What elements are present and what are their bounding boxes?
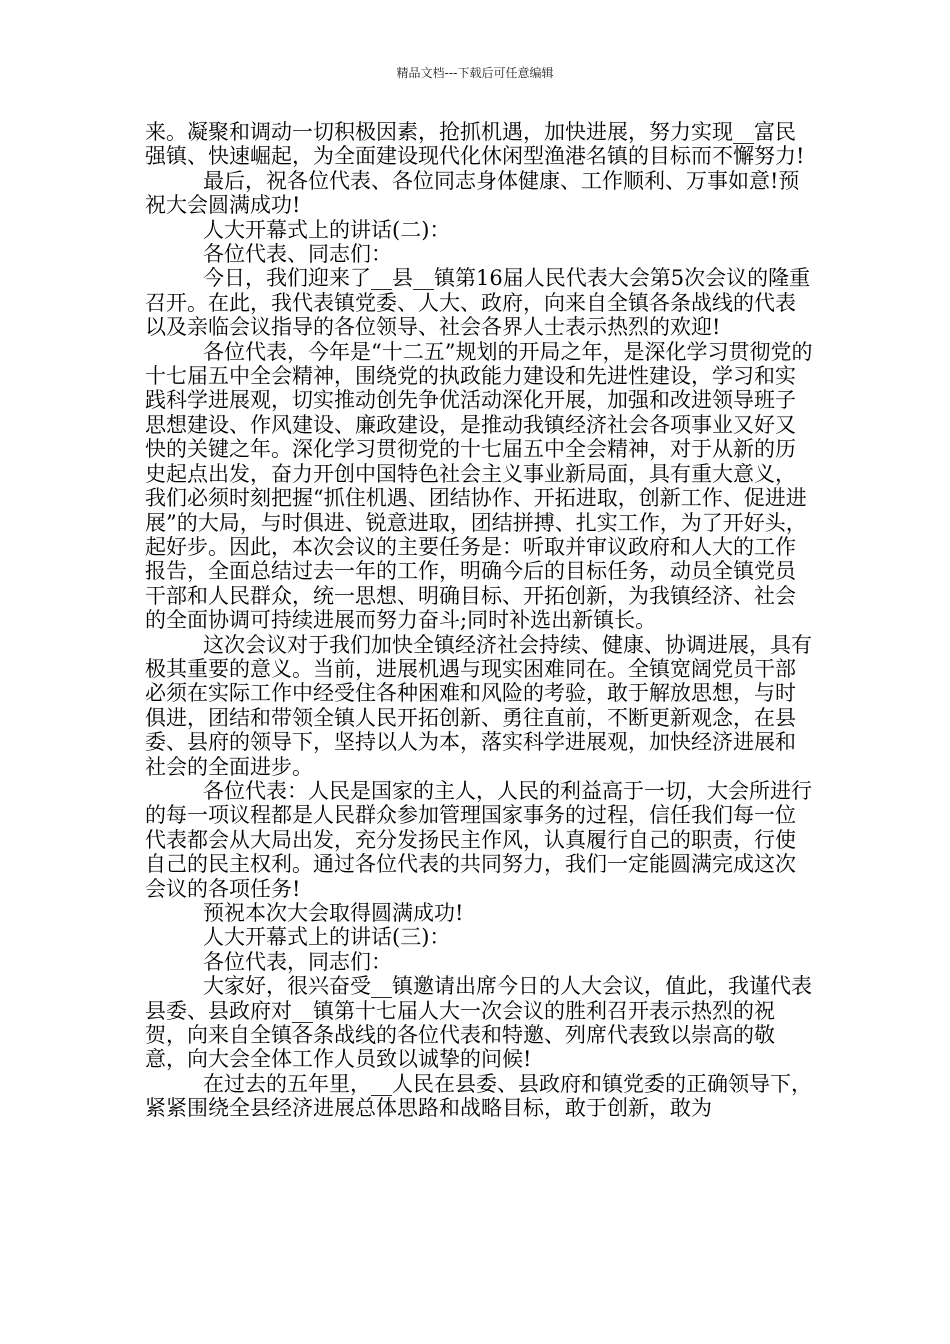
paragraph: 在过去的五年里，__人民在县委、县政府和镇党委的正确领导下，紧紧围绕全县经济进展总体思路和战略目标，敢于创新，敢为	[145, 1071, 812, 1121]
paragraph: 这次会议对于我们加快全镇经济社会持续、健康、协调进展，具有极其重要的意义。当前，进展机遇与现实困难同在。全镇宽阔党员干部必须在实际工作中经受住各种困难和风险的考验，敢于解放思想，与时俱进，团结和带领全镇人民开拓创新、勇往直前，不断更新观念，在县委、县府的领导下，坚持以人为本，落实科学进展观，加快经济进展和社会的全面进步。	[145, 632, 812, 779]
salutation: 各位代表，同志们：	[203, 949, 392, 974]
paragraph: 最后，祝各位代表、各位同志身体健康、工作顺利、万事如意!预祝大会圆满成功!	[145, 168, 800, 218]
paragraph: 来。凝聚和调动一切积极因素，抢抓机遇，加快进展，努力实现__富民强镇、快速崛起，为全面建设现代化休闲型渔港名镇的目标而不懈努力!	[145, 120, 805, 169]
paragraph: 预祝本次大会取得圆满成功!	[203, 901, 464, 925]
document-body	[145, 120, 815, 1121]
section-heading: 人大开幕式上的讲话(三)：	[203, 925, 451, 950]
paragraph: 各位代表：人民是国家的主人，人民的利益高于一切，大会所进行的每一项议程都是人民群众参加管理国家事务的过程，信任我们每一位代表都会从大局出发，充分发扬民主作风，认真履行自己的职责，行使自己的民主权利。通过各位代表的共同努力，我们一定能圆满完成这次会议的各项任务!	[145, 778, 812, 901]
salutation: 各位代表、同志们：	[203, 242, 392, 267]
paragraph: 各位代表，今年是“十二五”规划的开局之年，是深化学习贯彻党的十七届五中全会精神，围绕党的执政能力建设和先进性建设，学习和实践科学进展观，切实推动创先争优活动深化开展，加强和改进领导班子思想建设、作风建设、廉政建设，是推动我镇经济社会各项事业又好又快的关键之年。深化学习贯彻党的十七届五中全会精神，对于从新的历史起点出发，奋力开创中国特色社会主义事业新局面，具有重大意义，我们必须时刻把握“抓住机遇、团结协作、开拓进取，创新工作、促进进展”的大局，与时俱进、锐意进取，团结拼搏、扎实工作，为了开好头，起好步。因此，本次会议的主要任务是：听取并审议政府和人大的工作报告，全面总结过去一年的工作，明确今后的目标任务，动员全镇党员干部和人民群众，统一思想、明确目标、开拓创新，为我镇经济、社会的全面协调可持续进展而努力奋斗;同时补选出新镇长。	[145, 339, 813, 633]
paragraph: 今日，我们迎来了__县__镇第16届人民代表大会第5次会议的隆重召开。在此，我代表镇党委、人大、政府，向来自全镇各条战线的代表以及亲临会议指导的各位领导、社会各界人士表示热烈的欢迎!	[145, 266, 811, 340]
page-header: 精品文档---下载后可任意编辑	[396, 66, 554, 80]
paragraph: 大家好，很兴奋受__镇邀请出席今日的人大会议，值此，我谨代表县委、县政府对__镇第十七届人大一次会议的胜利召开表示热烈的祝贺，向来自全镇各条战线的各位代表和特邀、列席代表致以崇高的敬意，向大会全体工作人员致以诚挚的问候!	[145, 974, 812, 1072]
section-heading: 人大开幕式上的讲话(二)：	[203, 217, 451, 242]
